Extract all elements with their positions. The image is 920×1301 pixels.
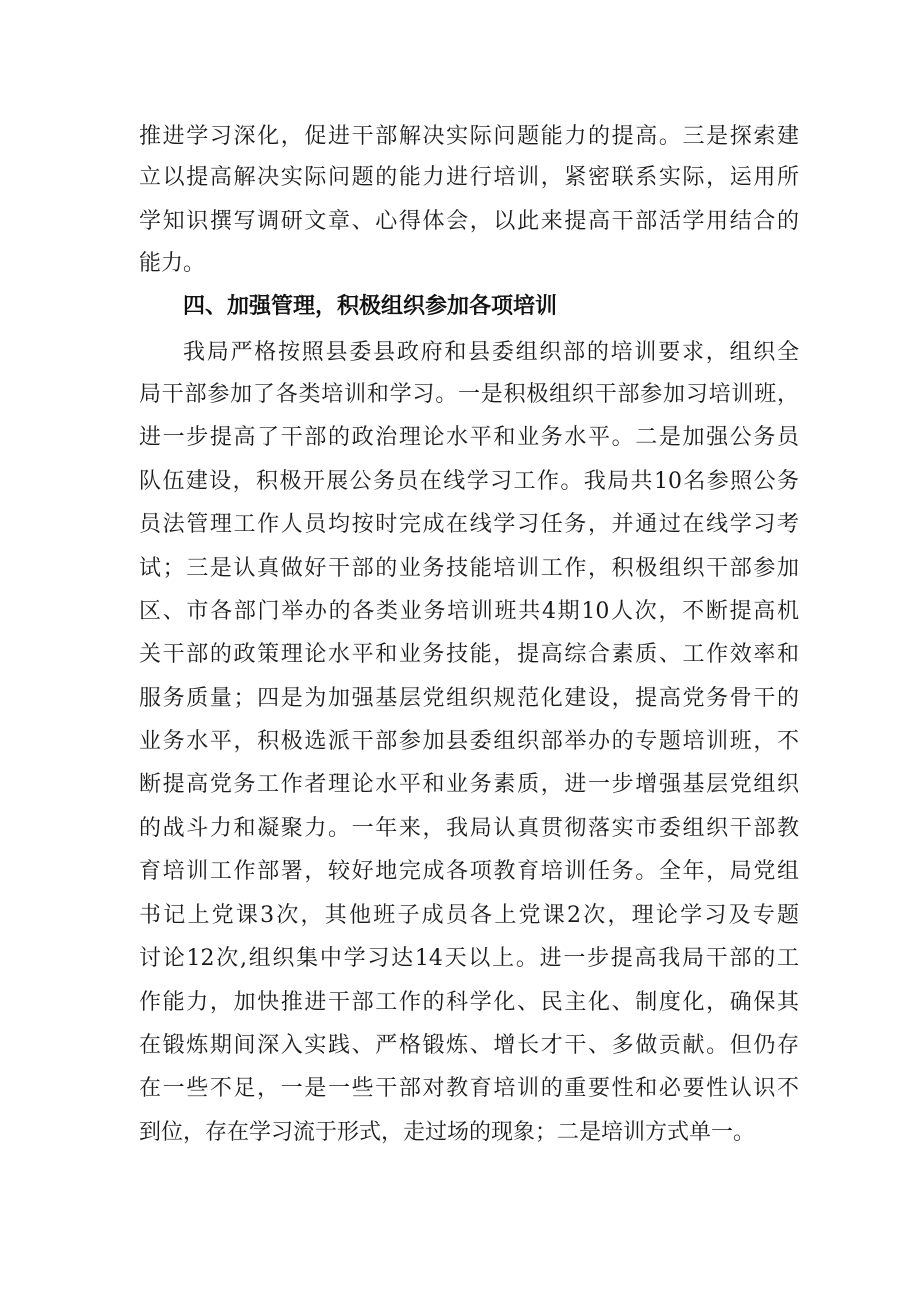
paragraph-1-line-2: 立以提高解决实际问题的能力进行培训，紧密联系实际，运用所 — [139, 165, 799, 190]
paragraph-2-line-13: 育培训工作部署，较好地完成各项教育培训任务。全年，局党组 — [139, 859, 799, 884]
paragraph-2-line-10: 业务水平，积极选派干部参加县委组织部举办的专题培训班，不 — [139, 729, 799, 754]
paragraph-2-line-12: 的战斗力和凝聚力。一年来，我局认真贯彻落实市委组织干部教 — [139, 816, 799, 841]
paragraph-2-line-3: 进一步提高了干部的政治理论水平和业务水平。二是加强公务员 — [139, 425, 799, 450]
paragraph-2-line-18: 在一些不足，一是一些干部对教育培训的重要性和必要性认识不 — [139, 1076, 799, 1101]
paragraph-2-line-2: 局干部参加了各类培训和学习。一是积极组织干部参加习培训班， — [139, 382, 799, 407]
paragraph-1-line-1: 推进学习深化，促进干部解决实际问题能力的提高。三是探索建 — [139, 124, 799, 149]
paragraph-1-line-4: 能力。 — [139, 251, 206, 276]
paragraph-2-line-17: 在锻炼期间深入实践、严格锻炼、增长才干、多做贡献。但仍存 — [139, 1033, 799, 1058]
paragraph-2-line-15: 讨论12次,组织集中学习达14天以上。进一步提高我局干部的工 — [139, 946, 799, 971]
paragraph-2-line-6: 试；三是认真做好干部的业务技能培训工作，积极组织干部参加 — [139, 556, 799, 581]
paragraph-2-line-8: 关干部的政策理论水平和业务技能，提高综合素质、工作效率和 — [139, 642, 799, 667]
section-heading: 四、加强管理，积极组织参加各项培训 — [183, 294, 558, 319]
paragraph-2-line-5: 员法管理工作人员均按时完成在线学习任务，并通过在线学习考 — [139, 512, 799, 537]
paragraph-2-line-9: 服务质量；四是为加强基层党组织规范化建设，提高党务骨干的 — [139, 686, 799, 711]
paragraph-2-line-16: 作能力，加快推进干部工作的科学化、民主化、制度化，确保其 — [139, 990, 799, 1015]
paragraph-2-line-4: 队伍建设，积极开展公务员在线学习工作。我局共10名参照公务 — [139, 469, 799, 494]
paragraph-2-line-11: 断提高党务工作者理论水平和业务素质，进一步增强基层党组织 — [139, 772, 799, 797]
paragraph-2-line-14: 书记上党课3次，其他班子成员各上党课2次，理论学习及专题 — [139, 903, 799, 928]
paragraph-1-line-3: 学知识撰写调研文章、心得体会，以此来提高干部活学用结合的 — [139, 209, 799, 234]
paragraph-2-line-7: 区、市各部门举办的各类业务培训班共4期10人次，不断提高机 — [139, 599, 799, 624]
paragraph-2-line-19: 到位，存在学习流于形式，走过场的现象；二是培训方式单一。 — [139, 1120, 756, 1145]
paragraph-2-line-1: 我局严格按照县委县政府和县委组织部的培训要求，组织全 — [183, 340, 799, 365]
